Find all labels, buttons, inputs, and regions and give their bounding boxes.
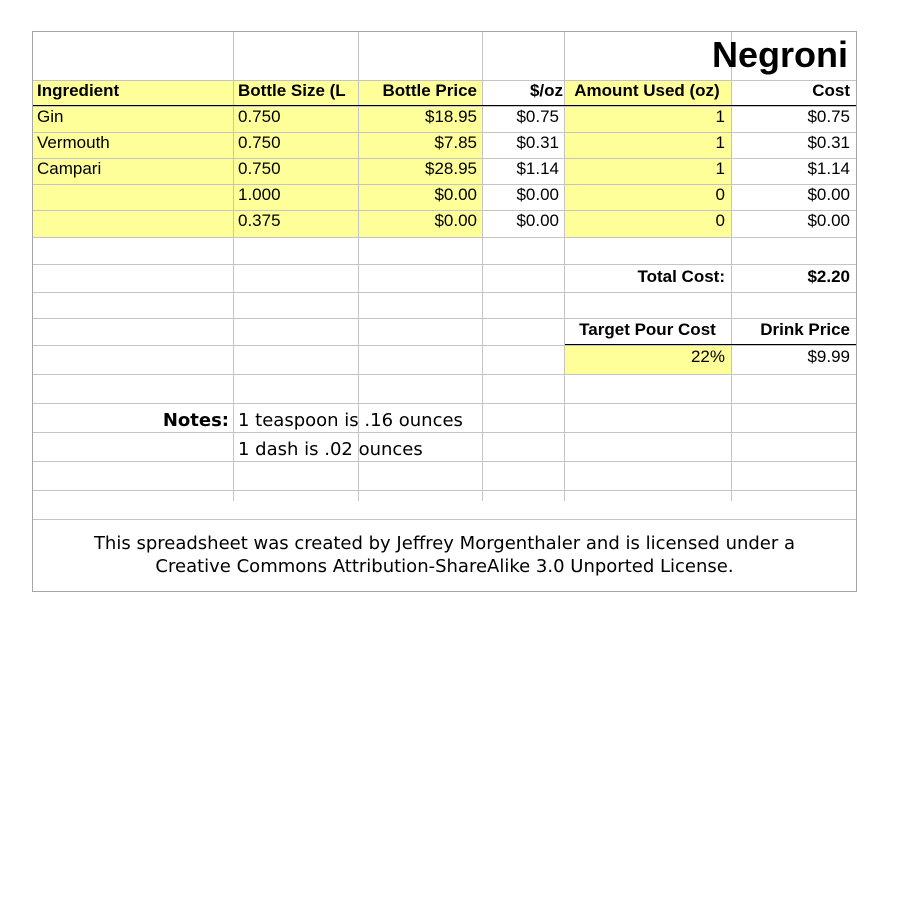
row-5-amount[interactable]: 0: [715, 211, 725, 230]
row-3-per-oz: $1.14: [516, 159, 559, 178]
row-1-bottle-price[interactable]: $18.95: [425, 107, 477, 126]
row-3-bottle-price[interactable]: $28.95: [425, 159, 477, 178]
header-ingredient: Ingredient: [37, 81, 120, 100]
row-1-cost: $0.75: [807, 107, 850, 126]
row-2-amount[interactable]: 1: [715, 133, 725, 152]
row-4-bottle-price[interactable]: $0.00: [434, 185, 477, 204]
note-line-2: 1 dash is .02 ounces: [238, 439, 423, 460]
drink-price-value: $9.99: [807, 347, 850, 366]
row-1-amount[interactable]: 1: [715, 107, 725, 126]
row-5-bottle-size[interactable]: 0.375: [238, 211, 281, 230]
row-2-per-oz: $0.31: [516, 133, 559, 152]
header-bottle-price: Bottle Price: [382, 81, 477, 100]
row-4-per-oz: $0.00: [516, 185, 559, 204]
row-3-bottle-size[interactable]: 0.750: [238, 159, 281, 178]
row-5-per-oz: $0.00: [516, 211, 559, 230]
header-amount-used: Amount Used (oz): [574, 81, 720, 100]
total-cost-label: Total Cost:: [637, 267, 725, 286]
row-1-bottle-size[interactable]: 0.750: [238, 107, 281, 126]
total-cost-value: $2.20: [807, 267, 850, 286]
target-pour-cost-value[interactable]: 22%: [690, 347, 725, 366]
note-line-1: 1 teaspoon is .16 ounces: [238, 410, 463, 431]
row-2-cost: $0.31: [807, 133, 850, 152]
drink-price-label: Drink Price: [760, 320, 850, 339]
license-line-1: This spreadsheet was created by Jeffrey Morgenthaler and is licensed under a: [93, 533, 796, 554]
header-per-oz: $/oz: [529, 81, 563, 100]
page-title: Negroni: [711, 34, 848, 75]
row-4-amount[interactable]: 0: [715, 185, 725, 204]
row-2-ingredient[interactable]: Vermouth: [37, 133, 110, 152]
row-4-bottle-size[interactable]: 1.000: [238, 185, 281, 204]
header-bottle-size: Bottle Size (L: [238, 81, 346, 100]
row-3-amount[interactable]: 1: [715, 159, 725, 178]
row-3-ingredient[interactable]: Campari: [37, 159, 102, 178]
row-5-cost: $0.00: [807, 211, 850, 230]
spreadsheet: [32, 31, 857, 592]
header-cost: Cost: [812, 81, 850, 100]
row-5-bottle-price[interactable]: $0.00: [434, 211, 477, 230]
target-pour-cost-label: Target Pour Cost: [579, 320, 716, 339]
row-4-cost: $0.00: [807, 185, 850, 204]
row-1-ingredient[interactable]: Gin: [37, 107, 64, 126]
row-1-per-oz: $0.75: [516, 107, 559, 126]
row-3-cost: $1.14: [807, 159, 850, 178]
row-2-bottle-price[interactable]: $7.85: [434, 133, 477, 152]
license-line-2: Creative Commons Attribution-ShareAlike 3.0 Unported License.: [155, 556, 734, 577]
row-2-bottle-size[interactable]: 0.750: [238, 133, 281, 152]
license-footer: [33, 532, 856, 578]
notes-label: Notes:: [162, 410, 229, 431]
